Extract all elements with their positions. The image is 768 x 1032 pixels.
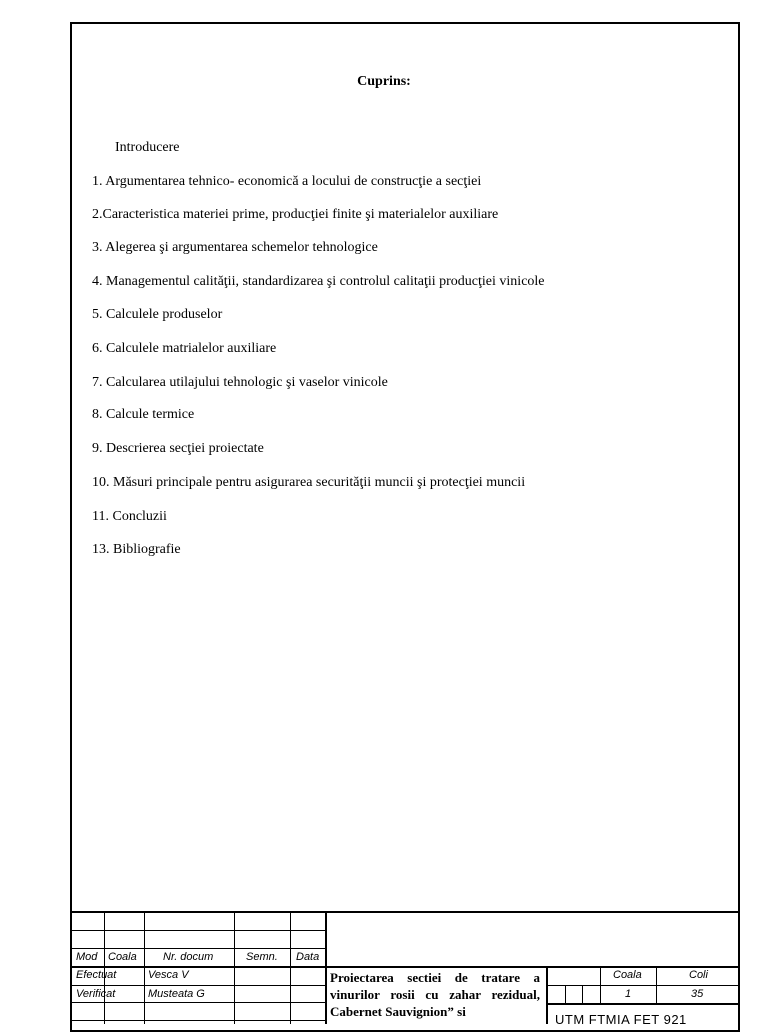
grid-line xyxy=(546,966,548,1024)
grid-line xyxy=(70,1002,326,1003)
grid-line xyxy=(546,985,740,986)
toc-item: 13. Bibliografie xyxy=(92,542,181,557)
header-data: Data xyxy=(296,951,320,963)
toc-item: 2.Caracteristica materiei prime, producţiei finite şi materialelor auxiliare xyxy=(92,207,499,222)
toc-item: 7. Calcularea utilajului tehnologic şi vaselor vinicole xyxy=(92,375,388,390)
grid-line xyxy=(70,1020,326,1021)
grid-line xyxy=(70,948,326,949)
sheet-value: 1 xyxy=(625,988,632,1000)
page-title: Cuprins: xyxy=(357,74,411,89)
toc-item: 11. Concluzii xyxy=(92,509,167,524)
document-code: UTM FTMIA FET 921 xyxy=(555,1012,687,1027)
grid-line xyxy=(70,985,326,986)
title-block-top-border xyxy=(70,911,740,913)
toc-item: 9. Descrierea secţiei proiectate xyxy=(92,441,264,456)
toc-item: 6. Calculele matrialelor auxiliare xyxy=(92,341,277,356)
row-name: Musteata G xyxy=(148,988,205,1000)
row-role: Verificat xyxy=(76,988,116,1000)
sheets-value: 35 xyxy=(691,988,704,1000)
grid-line xyxy=(70,930,326,931)
header-semn: Semn. xyxy=(246,951,278,963)
grid-line xyxy=(582,985,583,1003)
grid-line xyxy=(565,985,566,1003)
sheet-label: Coala xyxy=(613,969,642,981)
toc-item: 8. Calcule termice xyxy=(92,407,195,422)
project-title: Proiectarea sectiei de tratare a vinurilor rosii cu zahar rezidual, Cabernet Sauvignion” si xyxy=(330,970,540,1019)
toc-item: 4. Managementul calităţii, standardizarea şi controlul calitaţii producţiei vinicole xyxy=(92,274,545,289)
row-role: Efectuat xyxy=(76,969,117,981)
toc-item: 3. Alegerea şi argumentarea schemelor tehnologice xyxy=(92,240,378,255)
toc-item: Introducere xyxy=(115,140,180,155)
toc-item: 10. Măsuri principale pentru asigurarea securităţii muncii şi protecţiei muncii xyxy=(92,475,526,490)
toc-item: 1. Argumentarea tehnico- economică a locului de construcţie a secţiei xyxy=(92,174,482,189)
toc-item: 5. Calculele produselor xyxy=(92,307,223,322)
header-nr-docum: Nr. docum xyxy=(163,951,214,963)
header-coala: Coala xyxy=(108,951,137,963)
row-name: Vesca V xyxy=(148,969,189,981)
grid-line xyxy=(70,966,740,968)
sheets-label: Coli xyxy=(689,969,708,981)
grid-line xyxy=(546,1003,740,1005)
header-mod: Mod xyxy=(76,951,98,963)
